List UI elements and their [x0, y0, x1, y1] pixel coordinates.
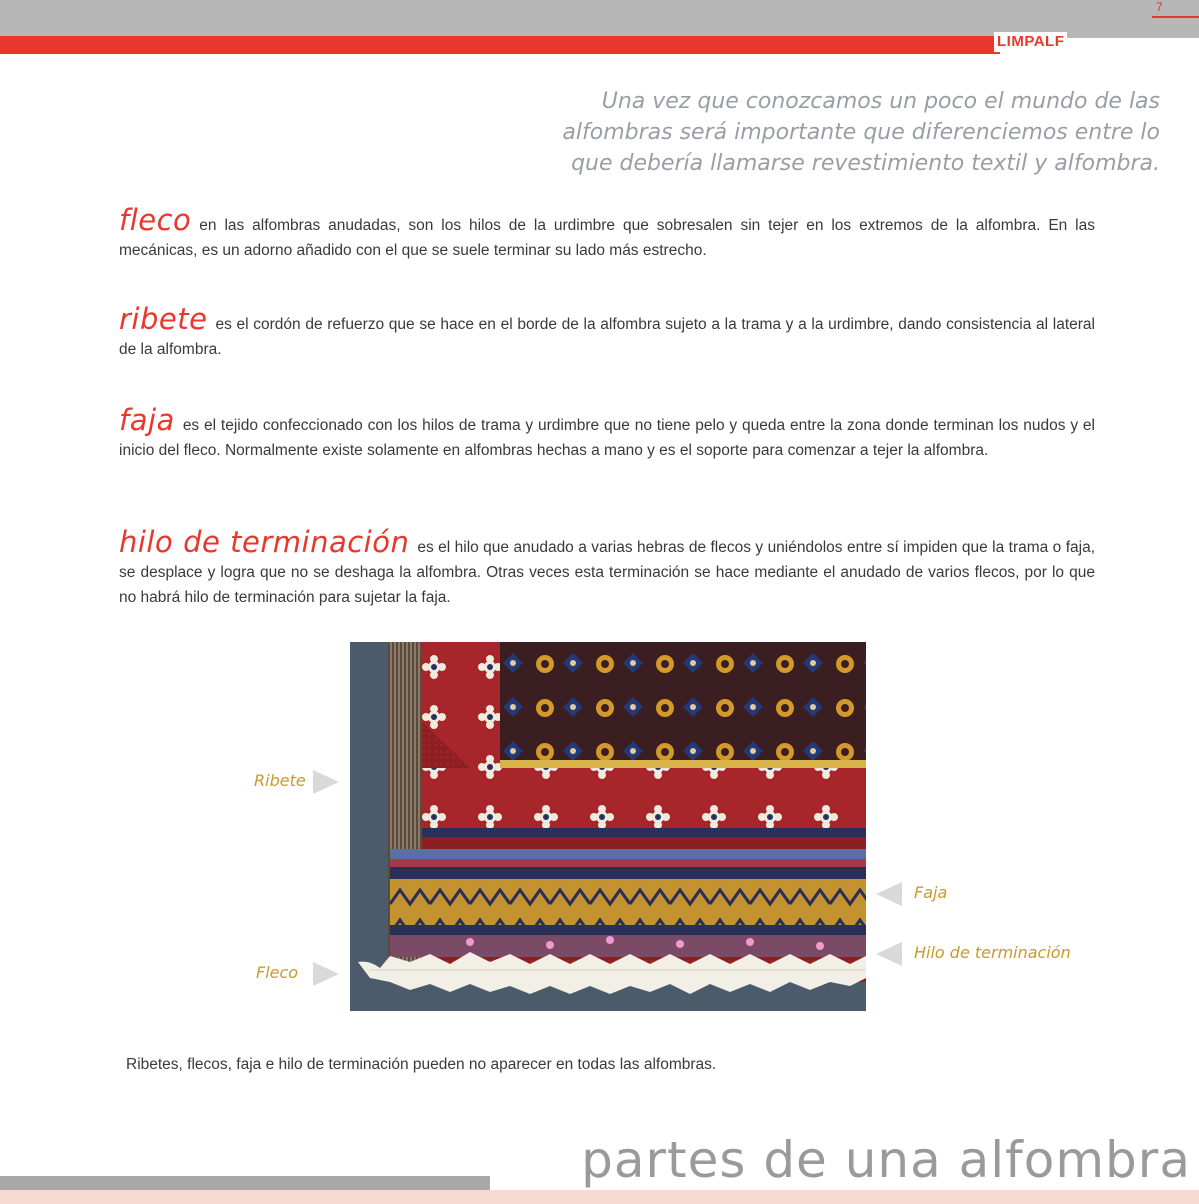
carpet-photo — [350, 642, 866, 1011]
arrow-right-icon — [313, 962, 339, 986]
bottom-pink-band — [0, 1190, 1199, 1204]
definition-ribete: es el cordón de refuerzo que se hace en el borde de la alfombra sujeto a la trama y a la urdimbre, dando consistencia al lateral de la alfombra. — [119, 316, 1095, 358]
page-number: 7 — [1156, 0, 1163, 14]
section-title: partes de una alfombra — [581, 1131, 1191, 1189]
callout-faja: Faja — [914, 883, 948, 902]
term-fleco: fleco — [119, 203, 192, 237]
definition-fleco: en las alfombras anudadas, son los hilos de la urdimbre que sobresalen sin tejer en los extremos de la alfombra. En las mecánicas, es un adorno añadido con el que se suele terminar su lado más estrecho. — [119, 217, 1095, 259]
top-red-band — [0, 36, 1000, 54]
term-hilo-de-terminacion: hilo de terminación — [119, 525, 410, 559]
entry-hilo-de-terminacion — [119, 525, 1096, 610]
footnote: Ribetes, flecos, faja e hilo de terminación pueden no aparecer en todas las alfombras. — [126, 1056, 717, 1073]
term-ribete: ribete — [119, 302, 208, 336]
definition-faja: es el tejido confeccionado con los hilos de trama y urdimbre que no tiene pelo y queda entre la zona donde terminan los nudos y el inicio del fleco. Normalmente existe solamente en alfombras hechas a mano y es el soporte para comenzar a tejer la alfombra. — [119, 417, 1095, 459]
callout-hilo-de-terminacion: Hilo de terminación — [914, 943, 1071, 962]
bottom-gray-band — [0, 1176, 490, 1190]
page-number-rule — [1152, 16, 1199, 18]
entry-faja — [119, 403, 1095, 463]
entry-ribete — [119, 302, 1095, 362]
callout-ribete: Ribete — [254, 771, 306, 790]
term-faja: faja — [119, 403, 175, 437]
arrow-right-icon — [313, 770, 339, 794]
callout-fleco: Fleco — [256, 963, 299, 982]
intro-text: Una vez que conozcamos un poco el mundo de las alfombras será importante que diferenciemos entre lo que debería llamarse revestimiento textil y alfombra. — [562, 89, 1160, 176]
carpet-illustration — [350, 642, 866, 1011]
arrow-left-icon — [876, 942, 902, 966]
definition-hilo-de-terminacion: es el hilo que anudado a varias hebras de flecos y uniéndolos entre sí impiden que la trama o faja, se desplace y logra que no se deshaga la alfombra. Otras veces esta terminación se hace mediante el anudado de varios flecos, por lo que no habrá hilo de terminación para sujetar la faja. — [119, 539, 1096, 606]
entry-fleco — [119, 203, 1095, 263]
brand-logo: LIMPALF — [994, 32, 1067, 52]
arrow-left-icon — [876, 882, 902, 906]
